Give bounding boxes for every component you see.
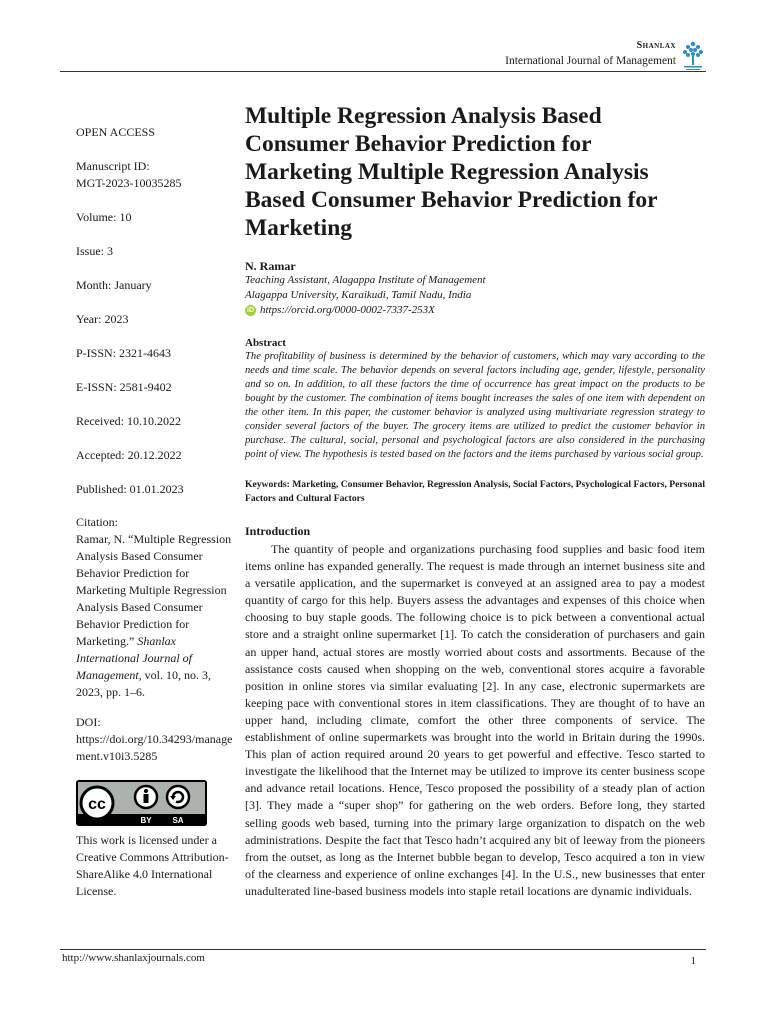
header-rule [60,71,706,72]
year: Year: 2023 [76,312,129,326]
citation-label: Citation: [76,515,118,529]
issue: Issue: 3 [76,244,113,258]
manuscript-id-value: MGT-2023-10035285 [76,176,182,190]
introduction-heading: Introduction [245,524,311,538]
received-date: Received: 10.10.2022 [76,414,181,428]
volume: Volume: 10 [76,210,132,224]
citation-block [76,514,236,701]
doi-link[interactable]: https://doi.org/10.34293/management.v10i3.5285 [76,732,233,763]
citation-text: Ramar, N. “Multiple Regression Analysis Based Consumer Behavior Prediction for Marketing Multiple Regression Analysis Based Consumer Behavior Prediction for Marketing.” [76,532,232,648]
orcid-row [245,304,435,316]
abstract-text: The profitability of business is determined by the behavior of customers, which may vary according to the needs and time scale. The behavior depends on several factors including age, gender, lifestyle, personality and so on. In addition, to all these factors the time of occurrence has great impact on the products to be bought by the customer. The combination of items bought increases the sales of one item with dependent on the other item. In this paper, the customer behavior is analyzed using multivariate regression strategy to consider several factors of the buyer. The grocery items are utilized to predict the customer behavior in purchase. The cultural, social, personal and psychological factors are also considered in the purchasing point of view. The hypothesis is tested based on the factors and the items purchased by various social group. [245,351,705,460]
svg-text:cc: cc [88,796,106,813]
e-issn: E-ISSN: 2581-9402 [76,380,172,394]
abstract-heading: Abstract [245,337,286,349]
doi-block [76,714,236,765]
page-number: 1 [690,955,696,967]
orcid-link[interactable]: https://orcid.org/0000-0002-7337-253X [260,304,435,316]
orcid-icon: iD [247,306,254,314]
publisher-brand: Shanlax [636,40,676,51]
publisher-logo-icon [680,39,706,73]
keywords: Keywords: Marketing, Consumer Behavior, Regression Analysis, Social Factors, Psychological Factors, Personal Factors and Cultural Factors [245,479,705,504]
manuscript-id-label: Manuscript ID: [76,159,150,173]
cc-sa-text: SA [172,816,184,825]
p-issn: P-ISSN: 2321-4643 [76,346,172,360]
month: Month: January [76,278,152,292]
journal-name: International Journal of Management [505,55,676,67]
accepted-date: Accepted: 20.12.2022 [76,448,182,462]
doi-label: DOI: [76,715,101,729]
citation-journal: Shanlax International Journal of Management, [76,634,192,682]
footer-url-link[interactable]: http://www.shanlaxjournals.com [62,952,205,964]
citation-tail: vol. 10, no. 3, 2023, pp. 1–6. [76,668,211,699]
cc-by-sa-license-icon[interactable] [76,780,207,826]
author-name: N. Ramar [245,259,296,273]
published-date: Published: 01.01.2023 [76,482,184,496]
author-affiliation-2: Alagappa University, Karaikudi, Tamil Nadu, India [245,289,472,301]
cc-by-text: BY [140,816,152,825]
article-title: Multiple Regression Analysis Based Consumer Behavior Prediction for Marketing Multiple Regression Analysis Based Consumer Behavior Prediction for Marketing [245,103,658,241]
footer-rule [60,949,706,950]
license-text: This work is licensed under a Creative Commons Attribution-ShareAlike 4.0 International License. [76,833,229,898]
introduction-text: The quantity of people and organizations purchasing food supplies and basic food item items online has expanded generally. The request is made through an internet business site and a versatile application, and the supermarket is conveyed at an assigned area to pay a modest quantity of cargo for this help. Buyers assess the advantages and expenses of this choice when choosing to buy staple goods. The following choice is to pick between a conventional actual store and a straight online supermarket [1]. To catch the consideration of purchasers and gain an upper hand, actual stores are mostly worried about costs and assortments. Because of the assistance costs caused when shopping on the web, conventional stores acquire a favorable position in online stores via similar evaluating [2]. In any case, electronic supermarkets are keeping pace with conventional stores in item classifications. They are thought of to have an upper hand, including climate, comfort the other three components of service. The establishment of online supermarkets was brought into the world in Britain during the 1990s. This plan of action required around 20 years to get powerful and effective. Tesco started to investigate the likelihood that the Internet may be utilized to improve its center business scope and advance retail locations. Hence, Tesco proposed the possibility of a steady plan of action [3]. They made a “super shop” for gathering on the web orders. Before long, they started selling goods web based, turning into the primary large organization to dispatch on the web administrations. Despite the fact that Tesco hadn’t acquired any bit of leeway from the pioneers from the outset, as long as the Internet bubble began to develop, Tesco acquired a ton in view of the clearness and experience of online exchanges [4]. In the U.S., new businesses that enter unadulterated line-based business models into staple retail locations are dynamic individuals. [245,542,705,898]
open-access-label: OPEN ACCESS [76,125,156,139]
author-affiliation-1: Teaching Assistant, Alagappa Institute of Management [245,274,486,286]
